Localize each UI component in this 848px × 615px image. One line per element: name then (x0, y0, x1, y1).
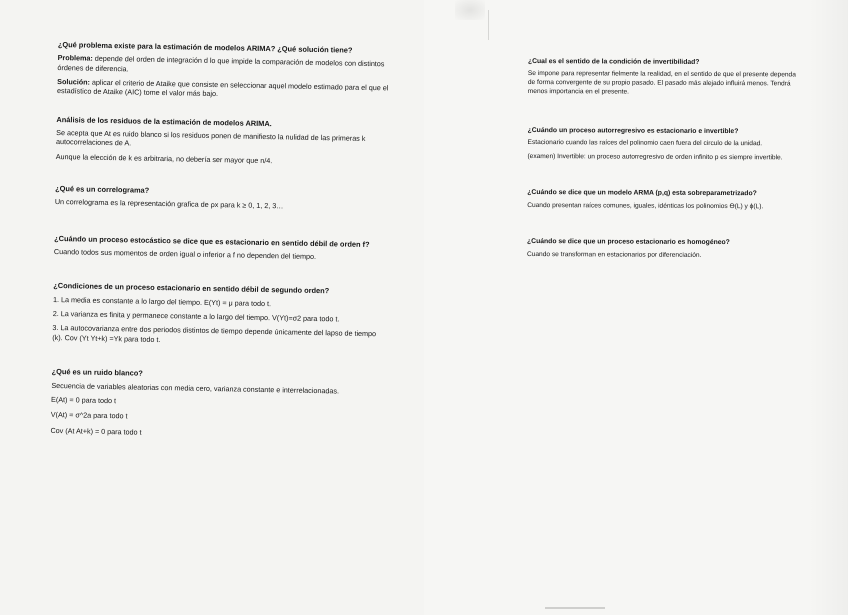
ar-question: ¿Cuándo un proceso autorregresivo es estacionario e invertible? (527, 126, 739, 135)
ruido-answer: Secuencia de variables aleatorias con media cero, varianza constante e interrelacionadas. (51, 380, 340, 395)
solucion-paragraph (57, 77, 392, 102)
solucion-label: Solución: (57, 77, 91, 87)
condicion-1: 1. La media es constante a lo largo del tiempo. E(Yt) = μ para todo t. (52, 294, 272, 308)
fold-mark (488, 10, 489, 40)
problema-text: depende del orden de integración d lo que impide la comparación de modelos con distintos órdenes de diferencia. (57, 53, 385, 73)
residuos-paragraph-2: Aunque la elección de k es arbitraria, no debería ser mayor que n/4. (55, 151, 273, 165)
homog-question: ¿Cuándo se dice que un proceso estacionario es homogéneo? (527, 238, 730, 247)
formula-2: V(At) = σ^2a para todo t (50, 410, 128, 421)
condicion-2: 2. La varianza es finita y permanece constante a lo largo del tiempo. V(Yt)=σ2 para todo t. (52, 309, 340, 324)
problema-paragraph (57, 53, 392, 78)
formula-3: Cov (At At+k) = 0 para todo t (50, 425, 142, 437)
condicion-3: 3. La autocovarianza entre dos periodos distintos de tiempo depende únicamente del lapso de tiempo (k). Cov (Yt Yt+k) =Yk para todo t. (52, 323, 377, 344)
ar-answer-2: (examen) Invertible: un proceso autorregresivo de orden infinito p es siempre invertible. (527, 152, 783, 161)
scan-shadow (808, 0, 848, 615)
homog-answer: Cuando se transforman en estacionarios por diferenciación. (526, 250, 702, 259)
debil-answer: Cuando todos sus momentos de orden igual o inferior a f no dependen del tiempo. (53, 247, 317, 262)
problema-label: Problema: (57, 53, 93, 63)
residuos-paragraph-1: Se acepta que At es ruido blanco si los residuos ponen de manifiesto la nulidad de las primeras k autocorrelaciones de A. (55, 128, 366, 148)
formula-1: E(At) = 0 para todo t (51, 394, 117, 406)
debil-question: ¿Cuándo un proceso estocástico se dice que es estacionario en sentido débil de orden f? (54, 233, 370, 249)
left-column (50, 40, 393, 447)
spacer (527, 166, 797, 189)
ruido-question: ¿Qué es un ruido blanco? (51, 367, 143, 378)
right-column (527, 57, 798, 266)
scan-bottom-mark (545, 607, 605, 609)
correlograma-question: ¿Qué es un correlograma? (55, 184, 150, 196)
ar-answer-1: Estacionario cuando las raíces del polinomio caen fuera del circulo de la unidad. (527, 138, 763, 148)
scan-smudge (455, 0, 485, 20)
spacer (528, 102, 798, 127)
invert-answer: Se impone para representar fielmente la realidad, en el sentido de que el presente dependa de forma convergente de su propio pasado. El pasado más alejado influirá menos. Tendrá menos importancia en el presente. (527, 70, 796, 96)
correlograma-answer: Un correlograma es la representación grafica de ρx para k ≥ 0, 1, 2, 3… (54, 197, 284, 211)
solucion-text: aplicar el criterio de Ataike que consiste en seleccionar aquel modelo estimado para el que el estadístico de Ataike (AIC) tome el valor más bajo. (56, 77, 389, 99)
spacer (527, 215, 797, 238)
arma-answer: Cuando presentan raíces comunes, iguales, idénticas los polinomios ϴ(L) y ϕ(L). (527, 201, 764, 210)
arima-question: ¿Qué problema existe para la estimación de modelos ARIMA? ¿Qué solución tiene? (57, 40, 353, 55)
invert-question: ¿Cual es el sentido de la condición de invertibilidad? (527, 57, 700, 66)
arma-question: ¿Cuándo se dice que un modelo ARMA (p,q) esta sobreparametrizado? (527, 189, 757, 198)
condiciones-question: ¿Condiciones de un proceso estacionario en sentido débil de segundo orden? (53, 281, 330, 296)
residuos-title: Análisis de los residuos de la estimación de modelos ARIMA. (56, 114, 272, 128)
